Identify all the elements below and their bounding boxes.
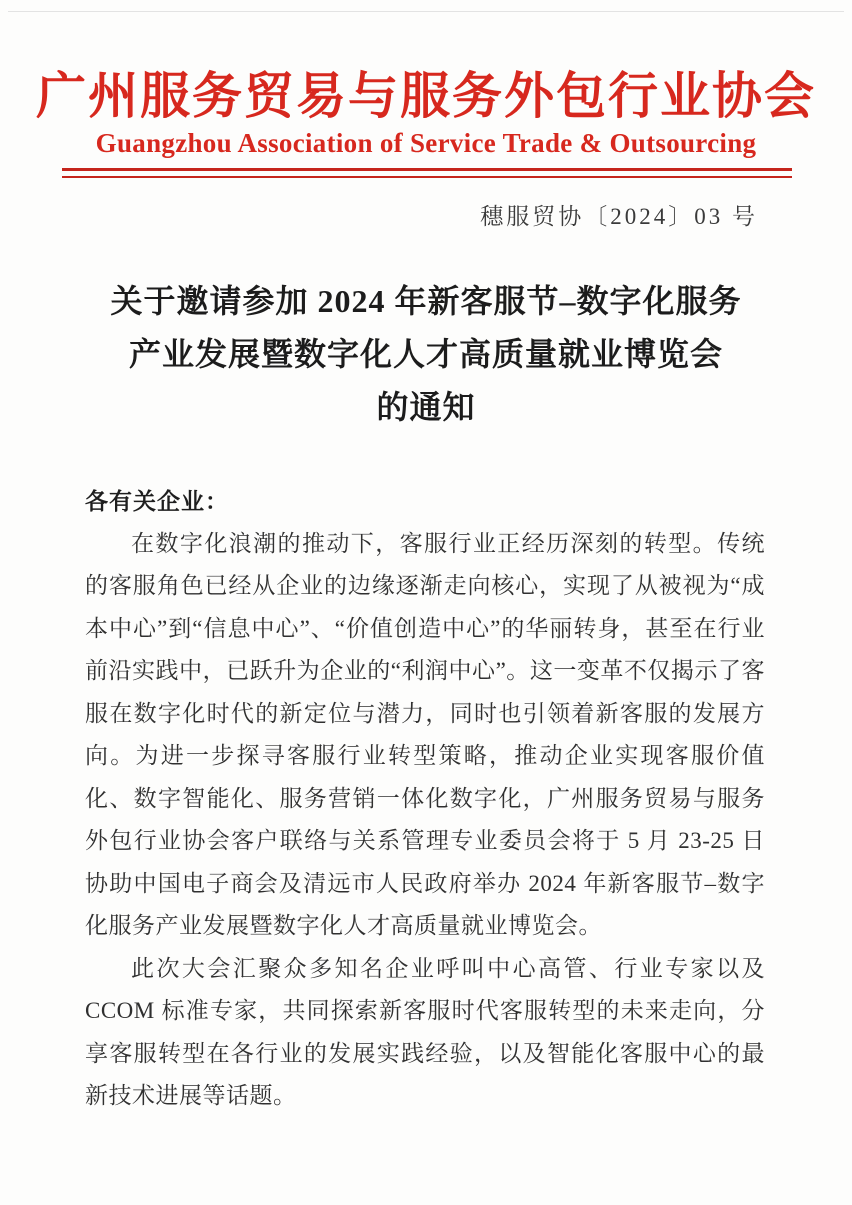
letterhead-divider — [62, 168, 792, 178]
scan-artifact-line — [8, 11, 844, 12]
letterhead — [0, 0, 852, 178]
salutation: 各有关企业： — [85, 488, 229, 514]
document-title-line1: 关于邀请参加 2024 年新客服节–数字化服务 — [110, 283, 742, 319]
reference-number: 穗服贸协〔2024〕03 号 — [480, 204, 758, 229]
document-title — [0, 275, 852, 434]
org-name-english: Guangzhou Association of Service Trade & Outsourcing — [95, 128, 757, 158]
document-body — [85, 480, 765, 1118]
body-paragraph-2: 此次大会汇聚众多知名企业呼叫中心高管、行业专家以及 CCOM 标准专家，共同探索新客服时代客服转型的未来走向，分享客服转型在各行业的发展实践经验，以及智能化客服中心的最新技术进展等话题。 — [85, 955, 765, 1108]
org-name-chinese: 广州服务贸易与服务外包行业协会 — [36, 68, 816, 124]
document-title-line2: 产业发展暨数字化人才高质量就业博览会 — [128, 336, 723, 372]
body-paragraph-1: 在数字化浪潮的推动下，客服行业正经历深刻的转型。传统的客服角色已经从企业的边缘逐渐走向核心，实现了从被视为“成本中心”到“信息中心”、“价值创造中心”的华丽转身，甚至在行业前沿实践中，已跃升为企业的“利润中心”。这一变革不仅揭示了客服在数字化时代的新定位与潜力，同时也引领着新客服的发展方向。为进一步探寻客服行业转型策略，推动企业实现客服价值化、数字智能化、服务营销一体化数字化，广州服务贸易与服务外包行业协会客户联络与关系管理专业委员会将于 5 月 23-25 日协助中国电子商会及清远市人民政府举办 2024 年新客服节–数字化服务产业发展暨数字化人才高质量就业博览会。 — [85, 530, 765, 938]
document-title-line3: 的通知 — [376, 389, 476, 425]
